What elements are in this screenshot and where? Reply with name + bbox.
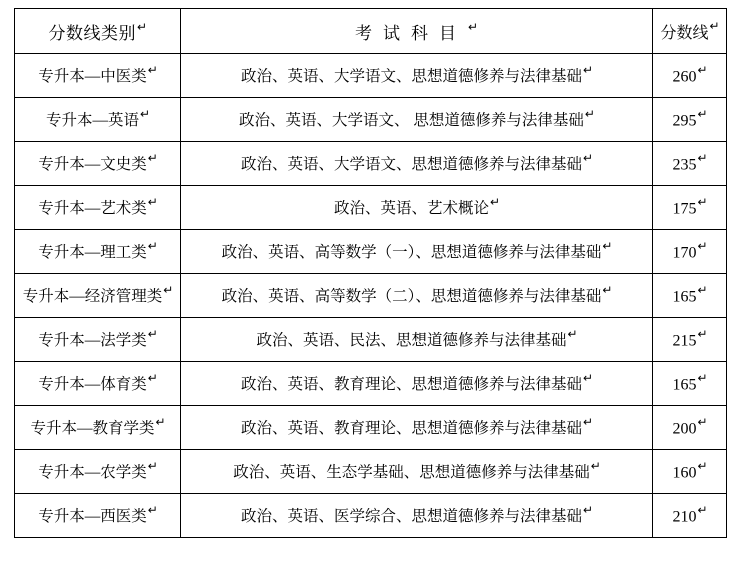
- cell-category-text: 专升本—英语: [45, 112, 139, 130]
- cell-category-text: 专升本—文史类: [38, 156, 147, 174]
- cell-score-text: 200: [672, 420, 697, 438]
- paragraph-mark-icon: ↵: [602, 283, 613, 298]
- paragraph-mark-icon: ↵: [147, 239, 158, 254]
- paragraph-mark-icon: ↵: [697, 327, 708, 342]
- cell-category: [15, 98, 181, 142]
- table-body: [15, 54, 727, 538]
- cell-category: [15, 274, 181, 318]
- paragraph-mark-icon: ↵: [584, 107, 595, 122]
- cell-subject-text: 政治、英语、高等数学（二）、思想道德修养与法律基础: [221, 288, 602, 306]
- table-row: [15, 142, 727, 186]
- paragraph-mark-icon: ↵: [567, 327, 578, 342]
- paragraph-mark-icon: ↵: [155, 415, 166, 430]
- paragraph-mark-icon: ↵: [147, 151, 158, 166]
- cell-score: [653, 274, 727, 318]
- cell-score: [653, 142, 727, 186]
- table-row: [15, 186, 727, 230]
- cell-subject: [181, 230, 653, 274]
- paragraph-mark-icon: ↵: [582, 63, 594, 78]
- cell-category-text: 专升本—法学类: [38, 332, 147, 350]
- paragraph-mark-icon: ↵: [136, 19, 148, 34]
- cell-category: [15, 450, 181, 494]
- paragraph-mark-icon: ↵: [163, 283, 174, 298]
- table-row: [15, 230, 727, 274]
- paragraph-mark-icon: ↵: [697, 107, 708, 122]
- cell-subject-text: 政治、英语、艺术概论: [333, 200, 489, 218]
- cell-score-text: 210: [672, 508, 697, 526]
- column-header-category-label: 分数线类别: [48, 23, 136, 43]
- paragraph-mark-icon: ↵: [147, 503, 158, 518]
- cell-score-text: 295: [672, 112, 697, 130]
- cell-category: [15, 318, 181, 362]
- paragraph-mark-icon: ↵: [147, 327, 158, 342]
- cell-subject-text: 政治、英语、大学语文、思想道德修养与法律基础: [240, 68, 582, 86]
- column-header-category: [15, 9, 181, 54]
- paragraph-mark-icon: ↵: [602, 239, 613, 254]
- cell-subject: [181, 406, 653, 450]
- table-header-row: [15, 9, 727, 54]
- table-row: [15, 274, 727, 318]
- paragraph-mark-icon: ↵: [697, 151, 708, 166]
- paragraph-mark-icon: ↵: [489, 195, 501, 210]
- paragraph-mark-icon: ↵: [582, 371, 594, 386]
- cell-subject: [181, 98, 653, 142]
- table-row: [15, 54, 727, 98]
- column-header-subject-label: 考试科目: [354, 23, 467, 43]
- cell-category: [15, 494, 181, 538]
- paragraph-mark-icon: ↵: [697, 283, 708, 298]
- column-header-score-label: 分数线: [660, 24, 709, 42]
- cell-score: [653, 230, 727, 274]
- cell-subject: [181, 362, 653, 406]
- cell-subject-text: 政治、英语、高等数学（一）、思想道德修养与法律基础: [221, 244, 602, 262]
- cell-score: [653, 406, 727, 450]
- table-row: [15, 494, 727, 538]
- paragraph-mark-icon: ↵: [139, 107, 151, 122]
- column-header-subject: [181, 9, 653, 54]
- table-row: [15, 362, 727, 406]
- cell-subject: [181, 54, 653, 98]
- paragraph-mark-icon: ↵: [697, 239, 708, 254]
- paragraph-mark-icon: ↵: [697, 459, 708, 474]
- cell-score: [653, 186, 727, 230]
- cell-subject: [181, 450, 653, 494]
- cell-category: [15, 142, 181, 186]
- cell-score-text: 160: [672, 464, 697, 482]
- cell-category: [15, 230, 181, 274]
- column-header-score: [653, 9, 727, 54]
- cell-category: [15, 362, 181, 406]
- cell-subject: [181, 274, 653, 318]
- cell-score-text: 175: [672, 200, 697, 218]
- paragraph-mark-icon: ↵: [582, 503, 594, 518]
- cell-score-text: 165: [672, 288, 697, 306]
- cell-category-text: 专升本—经济管理类: [22, 288, 163, 306]
- cell-score: [653, 450, 727, 494]
- paragraph-mark-icon: ↵: [582, 151, 594, 166]
- table-row: [15, 406, 727, 450]
- cell-subject-text: 政治、英语、生态学基础、思想道德修养与法律基础: [233, 464, 590, 482]
- table-row: [15, 318, 727, 362]
- cell-score: [653, 54, 727, 98]
- cell-score-text: 170: [672, 244, 697, 262]
- cell-score: [653, 362, 727, 406]
- paragraph-mark-icon: ↵: [147, 195, 158, 210]
- paragraph-mark-icon: ↵: [697, 415, 708, 430]
- cell-score: [653, 318, 727, 362]
- paragraph-mark-icon: ↵: [147, 459, 158, 474]
- cell-subject-text: 政治、英语、大学语文、 思想道德修养与法律基础: [239, 112, 584, 130]
- cell-category-text: 专升本—艺术类: [38, 200, 147, 218]
- cell-subject: [181, 494, 653, 538]
- cell-category: [15, 406, 181, 450]
- cell-subject-text: 政治、英语、民法、思想道德修养与法律基础: [256, 332, 567, 350]
- cell-category: [15, 186, 181, 230]
- paragraph-mark-icon: ↵: [582, 415, 594, 430]
- paragraph-mark-icon: ↵: [147, 371, 158, 386]
- cell-category-text: 专升本—西医类: [38, 508, 147, 526]
- cell-subject-text: 政治、英语、教育理论、思想道德修养与法律基础: [240, 376, 582, 394]
- cell-category-text: 专升本—农学类: [38, 464, 147, 482]
- cell-subject-text: 政治、英语、教育理论、思想道德修养与法律基础: [240, 420, 582, 438]
- cell-subject-text: 政治、英语、大学语文、思想道德修养与法律基础: [240, 156, 582, 174]
- cell-subject-text: 政治、英语、医学综合、思想道德修养与法律基础: [240, 508, 582, 526]
- cell-category-text: 专升本—教育学类: [30, 420, 155, 438]
- paragraph-mark-icon: ↵: [697, 63, 708, 78]
- cell-subject: [181, 142, 653, 186]
- cell-category-text: 专升本—体育类: [38, 376, 147, 394]
- cell-score-text: 235: [672, 156, 697, 174]
- cell-score: [653, 98, 727, 142]
- cell-score: [653, 494, 727, 538]
- paragraph-mark-icon: ↵: [590, 459, 601, 474]
- paragraph-mark-icon: ↵: [147, 63, 158, 78]
- paragraph-mark-icon: ↵: [467, 19, 490, 34]
- document-page: [0, 8, 740, 561]
- table-row: [15, 450, 727, 494]
- cell-score-text: 215: [672, 332, 697, 350]
- paragraph-mark-icon: ↵: [709, 19, 720, 34]
- cell-subject: [181, 186, 653, 230]
- score-line-table: [14, 8, 727, 538]
- paragraph-mark-icon: ↵: [697, 371, 708, 386]
- cell-category-text: 专升本—理工类: [38, 244, 147, 262]
- cell-category: [15, 54, 181, 98]
- paragraph-mark-icon: ↵: [697, 195, 708, 210]
- cell-score-text: 165: [672, 376, 697, 394]
- cell-score-text: 260: [672, 68, 697, 86]
- cell-category-text: 专升本—中医类: [38, 68, 147, 86]
- cell-subject: [181, 318, 653, 362]
- table-row: [15, 98, 727, 142]
- paragraph-mark-icon: ↵: [697, 503, 708, 518]
